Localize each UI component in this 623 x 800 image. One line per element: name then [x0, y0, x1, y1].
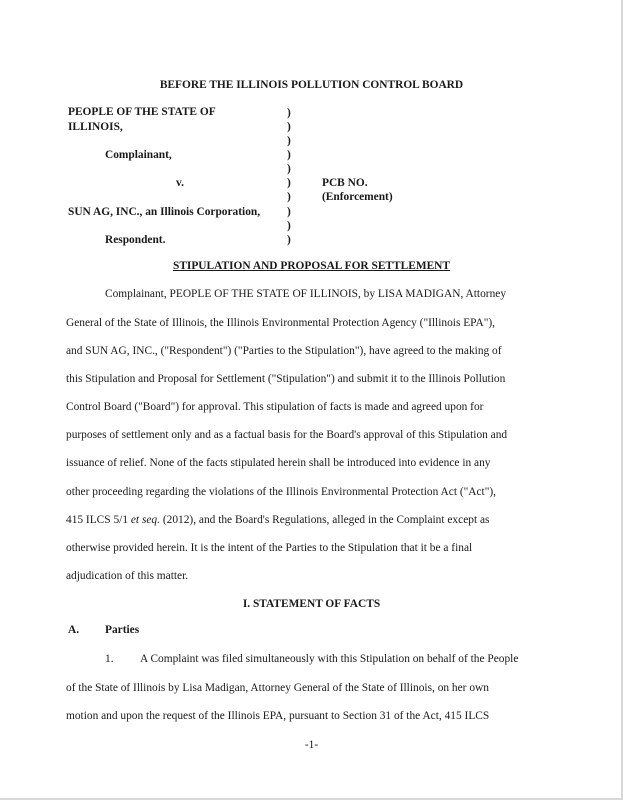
paragraph-number: 1. [105, 653, 114, 665]
paragraph-line: and SUN AG, INC., ("Respondent") ("Parties to the Stipulation"), have agreed to the making of [66, 345, 502, 357]
paragraph-line: purposes of settlement only and as a factual basis for the Board's approval of this Stipulation and [66, 429, 508, 441]
complainant-label: Complainant, [105, 149, 172, 161]
respondent-label: Respondent. [105, 234, 166, 246]
paragraph-line: Control Board ("Board") for approval. This stipulation of facts is made and agreed upon for [66, 401, 484, 413]
paragraph-line: otherwise provided herein. It is the intent of the Parties to the Stipulation that it be a final [66, 542, 473, 554]
paragraph-line: issuance of relief. None of the facts stipulated herein shall be introduced into evidence in any [66, 457, 491, 469]
citation-text: 415 ILCS 5/1 [66, 514, 131, 526]
caption-paren: ) [287, 149, 291, 161]
paragraph-line: other proceeding regarding the violations of the Illinois Environmental Protection Act ("Act"), [66, 486, 497, 498]
paragraph-line: Complainant, PEOPLE OF THE STATE OF ILLINOIS, by LISA MADIGAN, Attorney [105, 288, 507, 300]
caption-paren: ) [287, 234, 291, 246]
section-heading: I. STATEMENT OF FACTS [242, 598, 381, 610]
subsection-title: Parties [105, 624, 140, 636]
party-line-1: PEOPLE OF THE STATE OF [68, 106, 216, 118]
party-line-2: ILLINOIS, [68, 121, 123, 133]
caption-paren: ) [287, 206, 291, 218]
paragraph-line: motion and upon the request of the Illinois EPA, pursuant to Section 31 of the Act, 415 ILCS [66, 710, 490, 722]
caption-paren: ) [287, 220, 291, 232]
paragraph-line: of the State of Illinois by Lisa Madigan, Attorney General of the State of Illinois, on her own [66, 682, 489, 694]
enforcement-label: (Enforcement) [322, 191, 393, 203]
board-title: BEFORE THE ILLINOIS POLLUTION CONTROL BOARD [159, 79, 464, 91]
citation-line [66, 513, 489, 527]
page-number: -1- [304, 739, 319, 751]
paragraph-line: A Complaint was filed simultaneously with this Stipulation on behalf of the People [140, 653, 519, 665]
paragraph-line: General of the State of Illinois, the Illinois Environmental Protection Agency ("Illinois EPA"), [66, 317, 495, 329]
caption-paren: ) [287, 107, 291, 119]
caption-paren: ) [287, 163, 291, 175]
caption-paren: ) [287, 191, 291, 203]
paragraph-line: adjudication of this matter. [66, 570, 189, 582]
caption-paren: ) [287, 135, 291, 147]
respondent-name: SUN AG, INC., an Illinois Corporation, [68, 206, 261, 218]
pcb-number: PCB NO. [322, 177, 368, 189]
citation-text: (2012), and the Board's Regulations, alleged in the Complaint except as [159, 514, 490, 526]
paragraph-line: this Stipulation and Proposal for Settlement ("Stipulation") and submit it to the Illinois Pollution [66, 373, 506, 385]
caption-paren: ) [287, 121, 291, 133]
caption-paren: ) [287, 177, 291, 189]
document-title: STIPULATION AND PROPOSAL FOR SETTLEMENT [172, 260, 450, 272]
citation-italic: et seq. [130, 514, 160, 526]
subsection-letter: A. [68, 624, 80, 636]
versus: v. [176, 177, 184, 189]
